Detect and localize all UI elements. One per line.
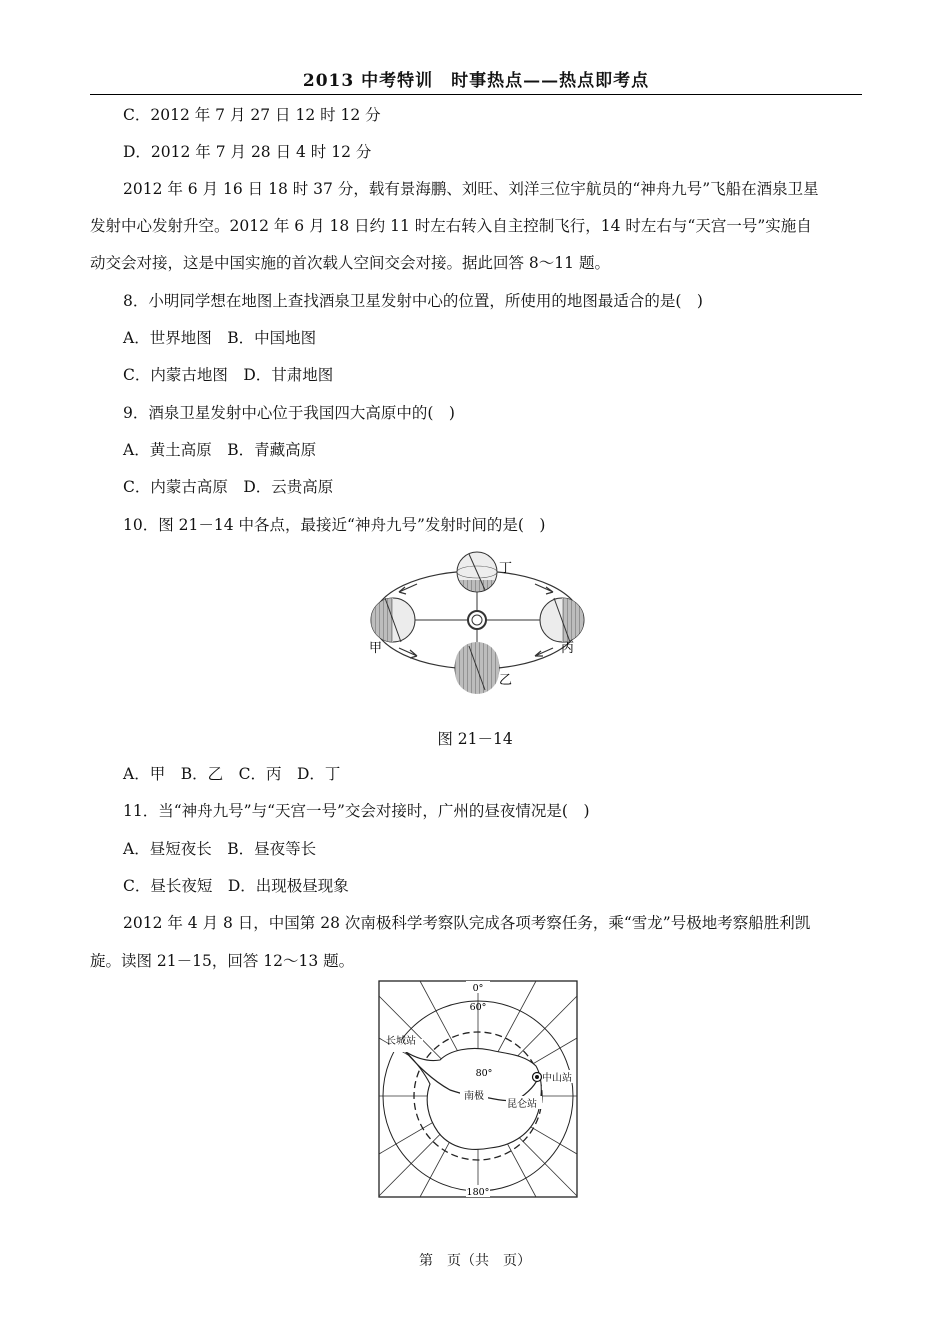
passage-line: 发射中心发射升空。2012 年 6 月 18 日约 11 时左右转入自主控制飞行，14 时左右与“天宫一号”实施自 xyxy=(90,217,812,235)
globe-shade xyxy=(459,580,495,591)
label-jia: 甲 xyxy=(369,641,383,656)
passage-line: 旋。读图 21－15，回答 12～13 题。 xyxy=(90,952,355,970)
sun-icon xyxy=(472,615,482,625)
label-bing: 丙 xyxy=(561,641,575,656)
option-line: A．昼短夜长 B．昼夜等长 xyxy=(123,840,317,858)
question-9: 9．酒泉卫星发射中心位于我国四大高原中的( ) xyxy=(123,404,455,422)
option-line: A．甲 B．乙 C．丙 D．丁 xyxy=(123,765,341,783)
page-footer: 第 页（共 页） xyxy=(419,1253,531,1269)
option-line: A．世界地图 B．中国地图 xyxy=(123,329,317,347)
label-ding: 丁 xyxy=(499,561,513,576)
question-11: 11．当“神舟九号”与“天宫一号”交会对接时，广州的昼夜情况是( ) xyxy=(123,802,590,820)
label-lon-0: 0° xyxy=(472,983,484,994)
globe-shade xyxy=(371,598,393,642)
passage-line: 2012 年 6 月 16 日 18 时 37 分，载有景海鹏、刘旺、刘洋三位宇航员的“神舟九号”飞船在酒泉卫星 xyxy=(123,180,819,198)
option-line: C．2012 年 7 月 27 日 12 时 12 分 xyxy=(123,106,381,124)
antarctic-map xyxy=(378,980,578,1198)
label-changcheng-station: 长城站 xyxy=(386,1036,416,1047)
label-zhongshan-station: 中山站 xyxy=(542,1073,572,1084)
label-lon-180: 180° xyxy=(466,1187,490,1198)
label-lat-80: 80° xyxy=(475,1068,493,1079)
label-lat-60: 60° xyxy=(469,1002,487,1013)
question-8: 8．小明同学想在地图上查找酒泉卫星发射中心的位置，所使用的地图最适合的是( ) xyxy=(123,292,703,310)
page-header: 2013 中考特训 时事热点——热点即考点 xyxy=(302,71,650,91)
figure-caption: 图 21－14 xyxy=(437,730,513,748)
question-10: 10．图 21－14 中各点，最接近“神舟九号”发射时间的是( ) xyxy=(123,516,546,534)
option-line: D．2012 年 7 月 28 日 4 时 12 分 xyxy=(123,143,372,161)
label-yi: 乙 xyxy=(499,673,513,688)
header-rule xyxy=(90,94,862,95)
label-south-pole: 南极 xyxy=(464,1091,484,1102)
orbit-arrow xyxy=(399,584,417,592)
option-line: C．内蒙古高原 D．云贵高原 xyxy=(123,478,334,496)
passage-line: 2012 年 4 月 8 日，中国第 28 次南极科学考察队完成各项考察任务，乘“雪龙”号极地考察船胜利凯 xyxy=(123,914,811,932)
station-marker xyxy=(535,1075,539,1079)
option-line: C．内蒙古地图 D．甘肃地图 xyxy=(123,366,334,384)
label-kunlun-station: 昆仑站 xyxy=(507,1099,537,1110)
option-line: C．昼长夜短 D．出现极昼现象 xyxy=(123,877,349,895)
option-line: A．黄土高原 B．青藏高原 xyxy=(123,441,317,459)
orbit-figure xyxy=(355,548,600,723)
globe-shade xyxy=(562,598,584,642)
passage-line: 动交会对接，这是中国实施的首次载人空间交会对接。据此回答 8～11 题。 xyxy=(90,254,610,272)
